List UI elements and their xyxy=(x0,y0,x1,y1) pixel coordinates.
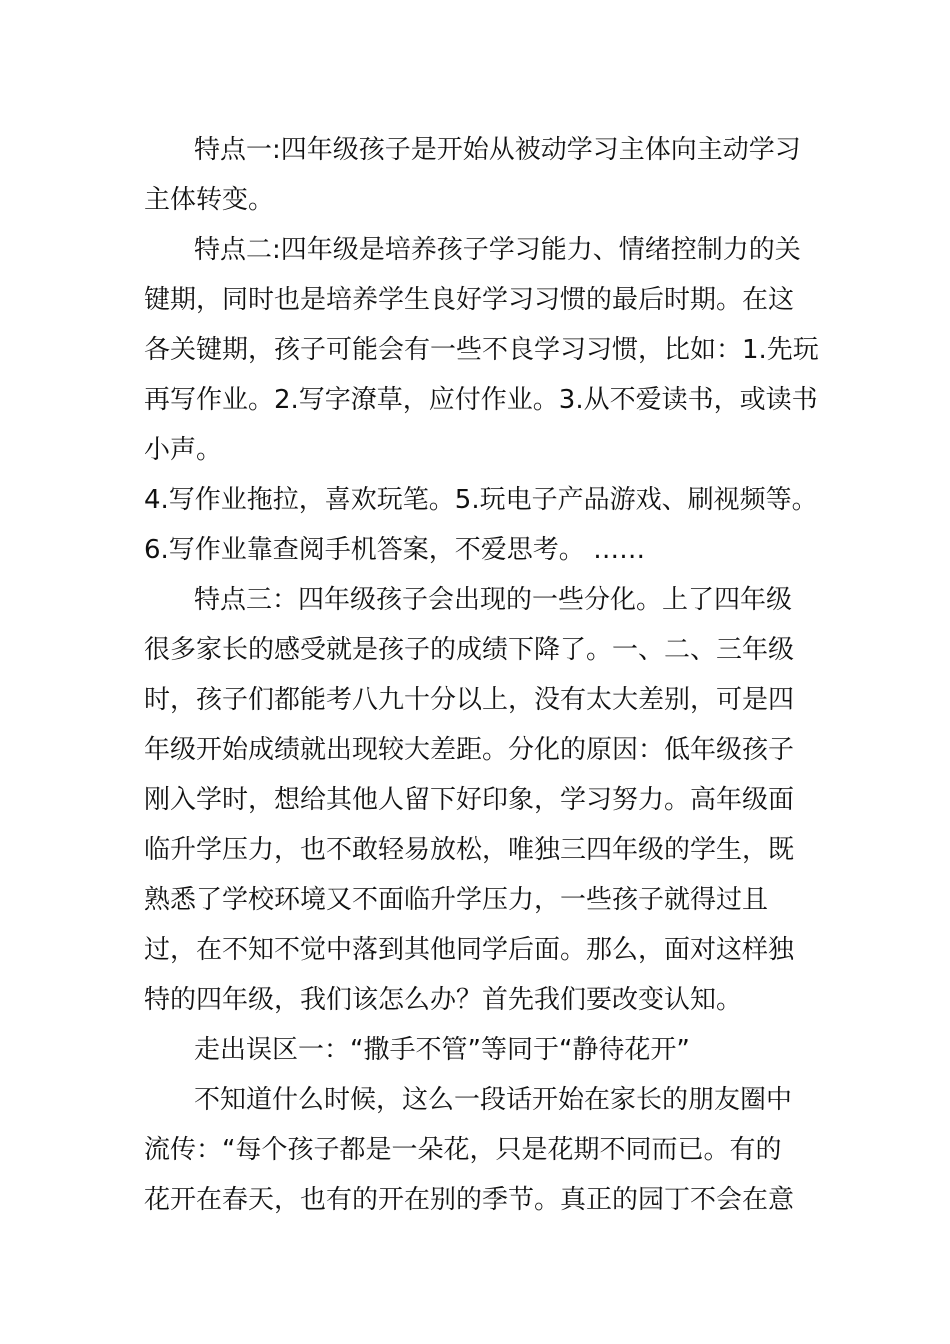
text-line: 熟悉了学校环境又不面临升学压力，一些孩子就得过且 xyxy=(144,885,769,915)
text-line: 流传：“每个孩子都是一朵花，只是花期不同而已。有的 xyxy=(144,1135,782,1165)
text-line: 特点二:四年级是培养孩子学习能力、情绪控制力的关 xyxy=(194,235,801,265)
body-text xyxy=(144,125,824,1225)
text-line: 花开在春天，也有的开在别的季节。真正的园丁不会在意 xyxy=(144,1185,795,1215)
text-line: 很多家长的感受就是孩子的成绩下降了。一、二、三年级 xyxy=(144,635,795,665)
text-line: 再写作业。2.写字潦草，应付作业。3.从不爱读书，或读书 xyxy=(144,385,818,415)
text-line: 特的四年级，我们该怎么办？首先我们要改变认知。 xyxy=(144,985,743,1015)
text-line: 主体转变。 xyxy=(144,185,275,215)
text-line: 各关键期，孩子可能会有一些不良学习习惯，比如：1.先玩 xyxy=(144,335,819,365)
text-line: 特点一:四年级孩子是开始从被动学习主体向主动学习 xyxy=(194,135,801,165)
text-line: 走出误区一：“撒手不管”等同于“静待花开” xyxy=(194,1035,690,1065)
text-line: 不知道什么时候，这么一段话开始在家长的朋友圈中 xyxy=(194,1085,793,1115)
text-line: 键期，同时也是培养学生良好学习习惯的最后时期。在这 xyxy=(144,285,795,315)
text-line: 时，孩子们都能考八九十分以上，没有太大差别，可是四 xyxy=(144,685,795,715)
text-line: 特点三：四年级孩子会出现的一些分化。上了四年级 xyxy=(194,585,793,615)
text-line: 刚入学时，想给其他人留下好印象，学习努力。高年级面 xyxy=(144,785,795,815)
text-line: 年级开始成绩就出现较大差距。分化的原因：低年级孩子 xyxy=(144,735,795,765)
text-line: 6.写作业靠查阅手机答案，不爱思考。 …… xyxy=(144,535,646,565)
text-line: 4.写作业拖拉，喜欢玩笔。5.玩电子产品游戏、刷视频等。 xyxy=(144,485,818,515)
text-line: 过，在不知不觉中落到其他同学后面。那么，面对这样独 xyxy=(144,935,795,965)
text-line: 小声。 xyxy=(144,435,223,465)
text-line: 临升学压力，也不敢轻易放松，唯独三四年级的学生，既 xyxy=(144,835,795,865)
